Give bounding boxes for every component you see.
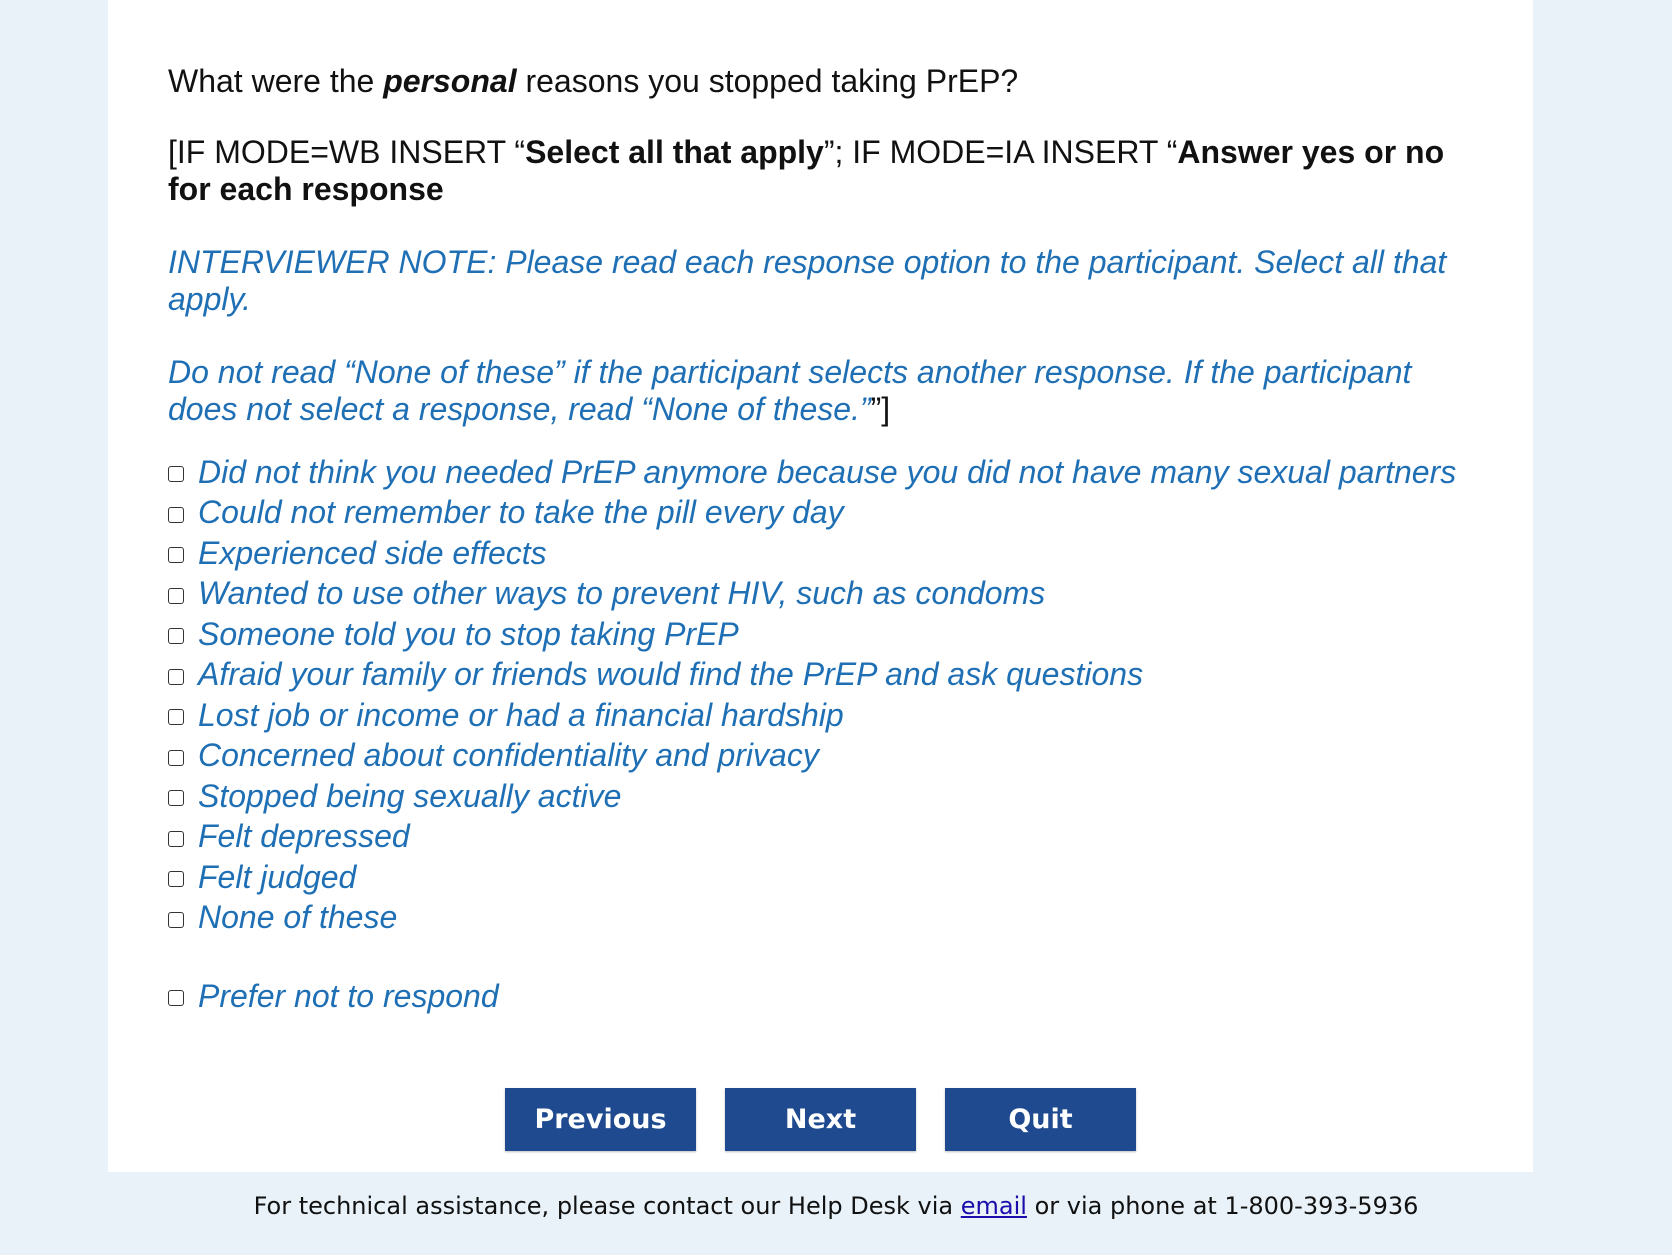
interviewer-note-none: [168, 354, 1488, 428]
navigation-buttons: [505, 1088, 1136, 1151]
option-other-ways[interactable]: [168, 574, 1488, 615]
option-none-of-these[interactable]: [168, 898, 1488, 939]
question-text: [168, 60, 1488, 102]
option-label: Felt judged: [198, 858, 357, 895]
question-prefix: What were the: [168, 63, 384, 99]
option-financial-hardship[interactable]: [168, 695, 1488, 736]
option-label: Stopped being sexually active: [198, 777, 622, 814]
email-link[interactable]: email: [960, 1192, 1027, 1220]
option-label: Prefer not to respond: [198, 977, 499, 1014]
previous-button[interactable]: Previous: [505, 1088, 696, 1151]
checkbox[interactable]: [168, 628, 184, 644]
option-label: Felt depressed: [198, 818, 410, 855]
checkbox[interactable]: [168, 831, 184, 847]
checkbox[interactable]: [168, 750, 184, 766]
option-felt-depressed[interactable]: [168, 817, 1488, 858]
option-could-not-remember[interactable]: [168, 493, 1488, 534]
checkbox[interactable]: [168, 990, 184, 1006]
option-label: Experienced side effects: [198, 534, 547, 571]
option-prefer-not[interactable]: [168, 976, 1488, 1017]
footer-suffix: or via phone at 1-800-393-5936: [1026, 1192, 1419, 1220]
checkbox[interactable]: [168, 709, 184, 725]
note-close-bracket: ”]: [870, 391, 891, 427]
checkbox[interactable]: [168, 912, 184, 928]
option-confidentiality[interactable]: [168, 736, 1488, 777]
survey-panel: [108, 0, 1533, 1172]
option-label: Afraid your family or friends would find the PrEP and ask questions: [198, 656, 1144, 693]
question-emphasis: personal: [383, 63, 517, 99]
checkbox[interactable]: [168, 466, 184, 482]
option-label: Did not think you needed PrEP anymore because you did not have many sexual partners: [198, 453, 1457, 490]
question-suffix: reasons you stopped taking PrEP?: [516, 63, 1019, 99]
checkbox[interactable]: [168, 588, 184, 604]
interviewer-note: INTERVIEWER NOTE: Please read each response option to the participant. Select all that apply.: [168, 244, 1447, 317]
checkbox[interactable]: [168, 507, 184, 523]
footer-prefix: For technical assistance, please contact our Help Desk via: [253, 1192, 961, 1220]
quit-button[interactable]: Quit: [945, 1088, 1136, 1151]
next-button[interactable]: Next: [725, 1088, 916, 1151]
option-label: Concerned about confidentiality and privacy: [198, 737, 819, 774]
option-afraid-family[interactable]: [168, 655, 1488, 696]
instruction-bold1: Select all that apply: [525, 134, 824, 170]
option-felt-judged[interactable]: [168, 857, 1488, 898]
checkbox[interactable]: [168, 790, 184, 806]
option-label: Lost job or income or had a financial hardship: [198, 696, 844, 733]
note-none-text: Do not read “None of these” if the participant selects another response. If the participant does not select a response, read “None of these.”: [168, 354, 1412, 427]
mode-instruction: [168, 134, 1488, 208]
option-label: Could not remember to take the pill every day: [198, 494, 844, 531]
option-side-effects[interactable]: [168, 533, 1488, 574]
instruction-part2: ”; IF MODE=IA INSERT “: [823, 134, 1178, 170]
option-label: None of these: [198, 899, 398, 936]
instruction-part1: [IF MODE=WB INSERT “: [168, 134, 526, 170]
help-footer: [0, 1192, 1672, 1220]
option-no-need[interactable]: [168, 452, 1488, 493]
survey-content: [168, 60, 1488, 1017]
checkbox[interactable]: [168, 669, 184, 685]
option-someone-told[interactable]: [168, 614, 1488, 655]
option-label: Wanted to use other ways to prevent HIV, such as condoms: [198, 575, 1046, 612]
checkbox[interactable]: [168, 871, 184, 887]
checkbox[interactable]: [168, 547, 184, 563]
option-label: Someone told you to stop taking PrEP: [198, 615, 739, 652]
instruction-bold2: Answer yes or no for each response: [168, 134, 1445, 207]
response-options: [168, 452, 1488, 1017]
option-stopped-active[interactable]: [168, 776, 1488, 817]
